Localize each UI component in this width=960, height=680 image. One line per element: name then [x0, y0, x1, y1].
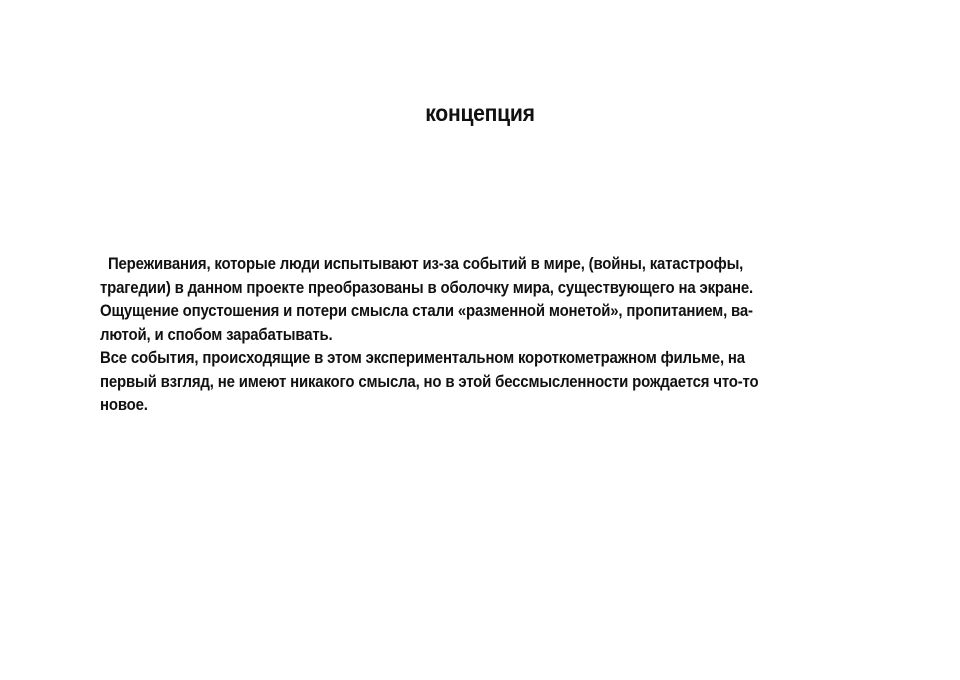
text-line: Все события, происходящие в этом экспериментальном короткометражном фильме, на: [100, 348, 745, 367]
text-line: Переживания, которые люди испытывают из-за событий в мире, (войны, катастрофы,: [100, 254, 744, 273]
text-line: новое.: [100, 395, 148, 414]
concept-paragraph: [100, 252, 804, 417]
text-line: первый взгляд, не имеют никакого смысла, но в этой бессмысленности рождается что-то: [100, 371, 759, 391]
text-line: Ощущение опустошения и потери смысла стали «разменной монетой», пропитанием, ва-: [100, 301, 753, 320]
text-line: трагедии) в данном проекте преобразованы в оболочку мира, существующего на экране.: [100, 277, 753, 297]
page-title: концепция: [425, 100, 535, 126]
text-line: лютой, и спобом зарабатывать.: [100, 324, 333, 344]
